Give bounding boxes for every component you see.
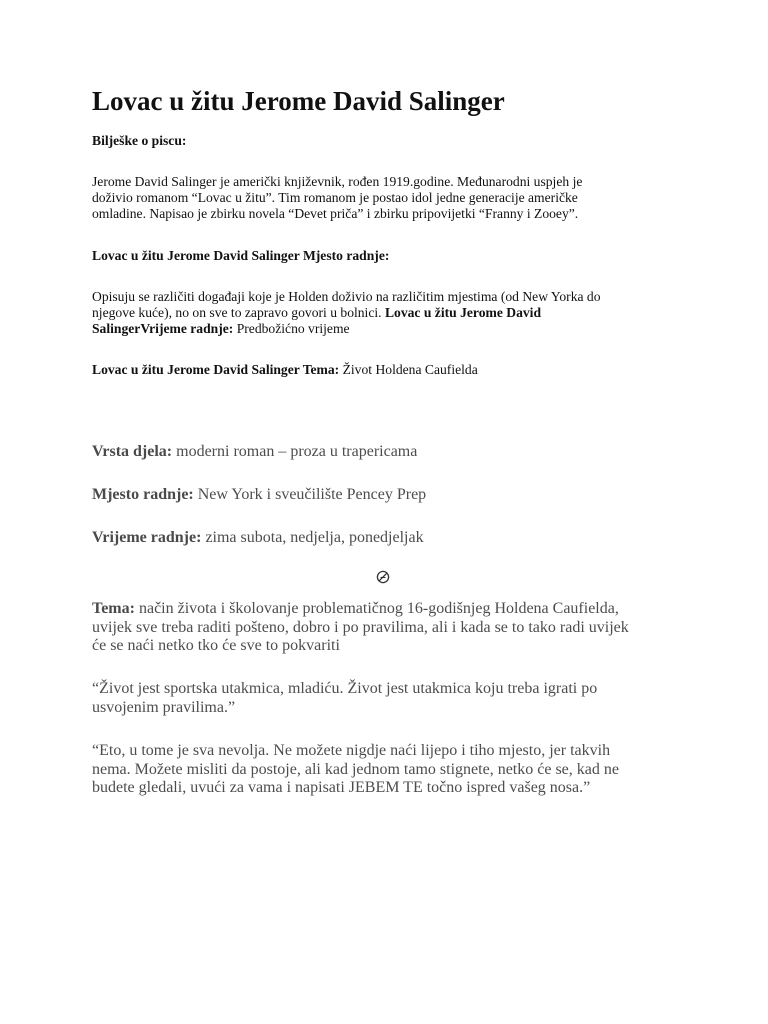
quote-line: nema. Možete misliti da postoje, ali kad jednom tamo stignete, netko će se, kad ne [92,760,619,778]
author-bio-line: Jerome David Salinger je američki književnik, rođen 1919.godine. Međunarodni uspjeh je [92,174,583,189]
quote-line: usvojenim pravilima.” [92,698,236,716]
author-bio-paragraph [92,174,582,223]
place-value: New York i sveučilište Pencey Prep [193,486,427,503]
quote-1 [92,680,597,717]
setting-heading: Lovac u žitu Jerome David Salinger Mjesto radnje: [92,248,390,263]
time-line [92,529,424,548]
theme-heading: Lovac u žitu Jerome David Salinger Tema: [92,362,340,377]
genre-value: moderni roman – proza u trapericama [172,443,418,460]
tema-line [92,600,629,619]
document-title: Lovac u žitu Jerome David Salinger [92,86,505,116]
time-label: Vrijeme radnje: [92,529,202,546]
setting-bold-text: Lovac u žitu Jerome David [384,305,542,321]
setting-line [92,321,601,337]
time-text: Predbožićno vrijeme [233,321,350,337]
setting-paragraph [92,289,601,338]
tema-paragraph [92,600,629,656]
quote-line: “Eto, u tome je sva nevolja. Ne možete nigdje naći lijepo i tiho mjesto, jer takvih [92,742,611,759]
tema-label: Tema: [92,600,135,617]
author-notes-heading: Bilješke o piscu: [92,133,187,148]
author-bio-line: omladine. Napisao je zbirku novela “Devet priča” i zbirku pripovijetki “Franny i Zooey”. [92,206,579,222]
quote-2 [92,742,619,798]
tema-line: uvijek sve treba raditi pošteno, dobro i po pravilima, ali i kada se to tako radi uvijek [92,618,629,636]
time-value: zima subota, nedjelja, ponedjeljak [201,529,424,546]
quote-line: budete gledali, uvući za vama i napisati JEBEM TE točno ispred vašeg nosa.” [92,779,591,796]
time-heading: SalingerVrijeme radnje: [92,321,234,337]
circle-slash-icon [376,570,390,584]
setting-line: Opisuju se različiti događaji koje je Holden doživio na različitim mjestima (od New Yorka do [92,289,601,304]
genre-label: Vrsta djela: [92,443,173,460]
place-label: Mjesto radnje: [92,486,194,503]
setting-line [92,305,601,321]
tema-line: će se naći netko tko će sve to pokvariti [92,637,340,654]
theme-text: Život Holdena Caufielda [339,362,478,377]
author-bio-line: doživio romanom “Lovac u žitu”. Tim romanom je postao idol jedne generacije američke [92,190,578,206]
theme-paragraph [92,362,478,378]
tema-text: način života i školovanje problematičnog 16-godišnjeg Holdena Caufielda, [134,600,619,617]
place-line [92,486,426,505]
setting-text: njegove kuće), no on sve to zapravo govori u bolnici. [92,305,385,321]
genre-line [92,443,417,462]
quote-line: “Život jest sportska utakmica, mladiću. Život jest utakmica koju treba igrati po [92,680,598,697]
